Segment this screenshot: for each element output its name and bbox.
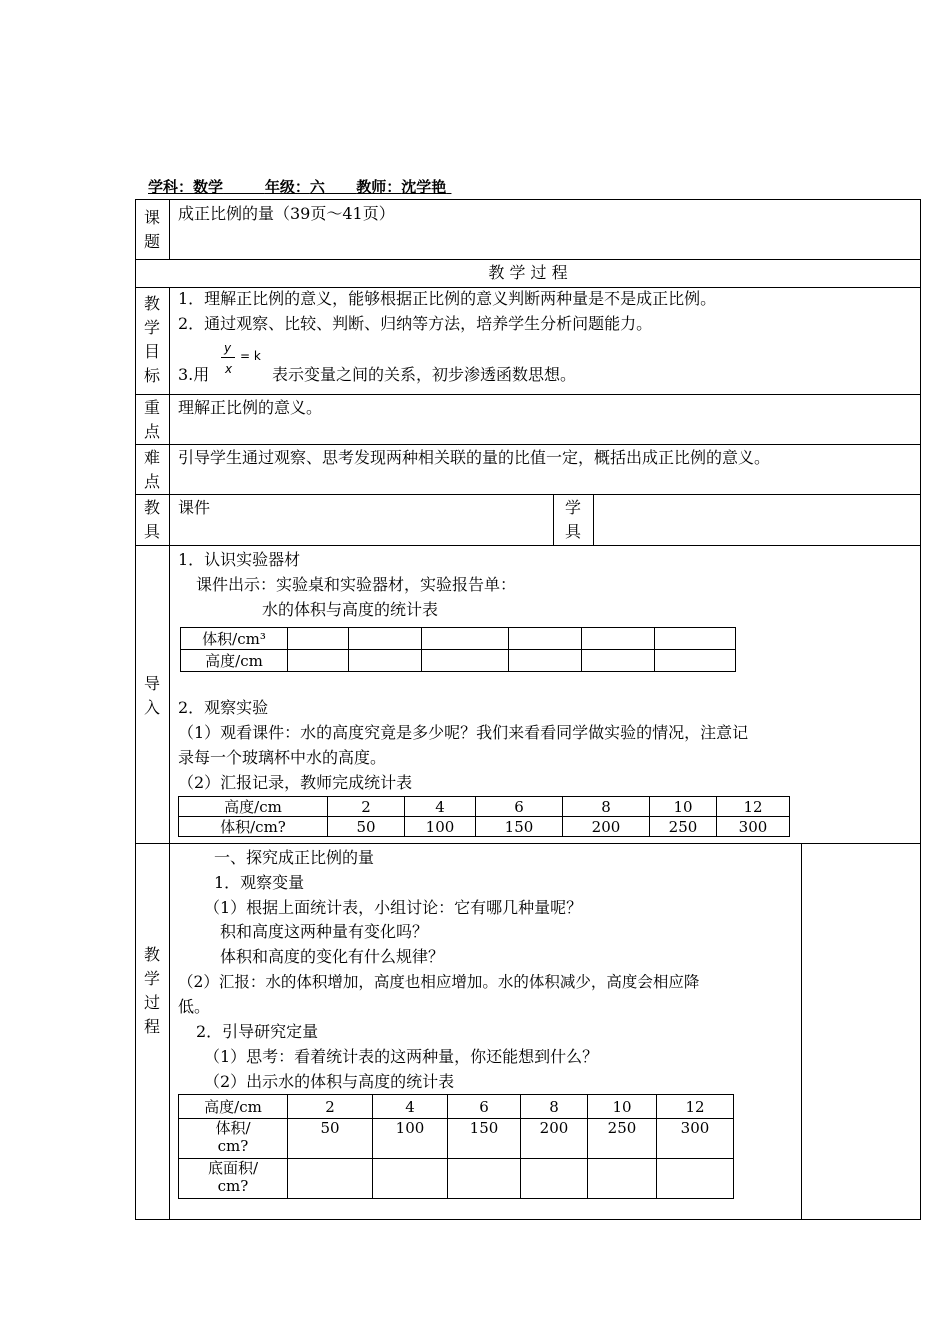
table-cell: 50 — [328, 817, 405, 837]
blank-stat-table — [180, 627, 736, 672]
intro-line: 水的体积与高度的统计表 — [262, 600, 439, 619]
row-line — [135, 843, 921, 844]
intro-line: 1．认识实验器材 — [178, 550, 301, 569]
frame-top — [135, 199, 921, 200]
row-line — [135, 545, 921, 546]
key-text: 理解正比例的意义。 — [178, 398, 323, 417]
process-label: 教 学 过 程 — [143, 945, 160, 1036]
table-cell: 10 — [588, 1095, 657, 1119]
table-cell: 300 — [717, 817, 790, 837]
process-line: 低。 — [178, 997, 211, 1016]
intro-line: 2．观察实验 — [178, 698, 269, 717]
difficult-label: 难 点 — [143, 448, 160, 491]
goal-3-prefix: 3.用 — [178, 365, 210, 384]
table-cell: 体积/cm³ — [181, 628, 288, 650]
formula-denominator: x — [225, 362, 233, 376]
table-cell: 300 — [657, 1119, 734, 1159]
header-line: 学科：数学 年级：六 教师：沈学艳 — [148, 178, 447, 196]
label-divider-2 — [169, 287, 170, 1220]
table-cell: 6 — [476, 797, 563, 817]
table-cell: 200 — [521, 1119, 588, 1159]
table-cell: 4 — [373, 1095, 448, 1119]
table-cell: 高度/cm — [179, 1095, 288, 1119]
table-cell: 12 — [657, 1095, 734, 1119]
table-cell: 高度/cm — [181, 650, 288, 672]
record-table — [178, 796, 790, 837]
table-cell: 150 — [448, 1119, 521, 1159]
tools-divider — [553, 494, 554, 545]
key-label: 重 点 — [143, 398, 160, 441]
difficult-text: 引导学生通过观察、思考发现两种相关联的量的比值一定，概括出成正比例的意义。 — [178, 448, 771, 467]
table-cell: 150 — [476, 817, 563, 837]
formula-numerator: y — [224, 341, 232, 355]
table-cell: 100 — [373, 1119, 448, 1159]
tools-divider — [593, 494, 594, 545]
goal-3-text: 表示变量之间的关系，初步渗透函数思想。 — [272, 365, 577, 384]
process-line: （2）出示水的体积与高度的统计表 — [204, 1072, 455, 1091]
table-cell: 8 — [521, 1095, 588, 1119]
table-cell: 高度/cm — [179, 797, 328, 817]
goal-1: 1．理解正比例的意义，能够根据正比例的意义判断两种量是不是成正比例。 — [178, 289, 717, 308]
intro-line: 课件出示：实验桌和实验器材，实验报告单： — [196, 575, 517, 594]
table-cell: 250 — [588, 1119, 657, 1159]
table-cell: 250 — [650, 817, 717, 837]
row-line — [135, 494, 921, 495]
process-line: 1．观察变量 — [214, 873, 305, 892]
table-cell: 底面积/ cm? — [179, 1159, 288, 1199]
tools-label: 教 具 — [143, 498, 160, 541]
table-cell: 体积/ cm? — [179, 1119, 288, 1159]
table-cell: 50 — [288, 1119, 373, 1159]
table-cell: 12 — [717, 797, 790, 817]
row-line — [135, 394, 921, 395]
process-line: （1）根据上面统计表，小组讨论：它有哪几种量呢？ — [204, 898, 583, 917]
table-cell: 体积/cm? — [179, 817, 328, 837]
tools-text: 课件 — [178, 498, 211, 517]
row-line — [135, 259, 921, 260]
table-cell: 100 — [405, 817, 476, 837]
volume-height-table — [178, 1094, 734, 1199]
process-line: 积和高度这两种量有变化吗？ — [220, 922, 429, 941]
frame-right — [920, 199, 921, 1220]
table-cell: 2 — [328, 797, 405, 817]
formula-rhs: = k — [240, 349, 261, 363]
frame-bottom — [135, 1219, 921, 1220]
table-cell: 6 — [448, 1095, 521, 1119]
formula-bar — [221, 357, 235, 358]
table-cell: 4 — [405, 797, 476, 817]
intro-line: （2）汇报记录，教师完成统计表 — [178, 773, 413, 792]
label-divider-1 — [169, 199, 170, 259]
goal-2: 2．通过观察、比较、判断、归纳等方法，培养学生分析问题能力。 — [178, 314, 653, 333]
table-cell: 10 — [650, 797, 717, 817]
process-line: （1）思考：看着统计表的这两种量，你还能想到什么？ — [204, 1047, 599, 1066]
table-cell: 2 — [288, 1095, 373, 1119]
process-line: 2．引导研究定量 — [196, 1022, 319, 1041]
table-cell: 8 — [563, 797, 650, 817]
table-cell: 200 — [563, 817, 650, 837]
goals-label: 教 学 目 标 — [143, 294, 160, 385]
process-title: 教 学 过 程 — [488, 263, 568, 282]
process-line: （2）汇报：水的体积增加，高度也相应增加。水的体积减少，高度会相应降 — [178, 973, 700, 991]
intro-line: （1）观看课件：水的高度究竟是多少呢？我们来看看同学做实验的情况，注意记 — [178, 723, 749, 742]
student-tools-label: 学 具 — [564, 498, 581, 541]
process-line: 一、探究成正比例的量 — [214, 848, 375, 867]
process-line: 体积和高度的变化有什么规律？ — [220, 947, 445, 966]
topic-text: 成正比例的量（39页～41页） — [178, 204, 395, 223]
process-divider — [801, 843, 802, 1220]
row-line — [135, 444, 921, 445]
topic-label: 课 题 — [143, 208, 160, 251]
intro-line: 录每一个玻璃杯中水的高度。 — [178, 748, 387, 767]
intro-label: 导 入 — [143, 674, 160, 717]
